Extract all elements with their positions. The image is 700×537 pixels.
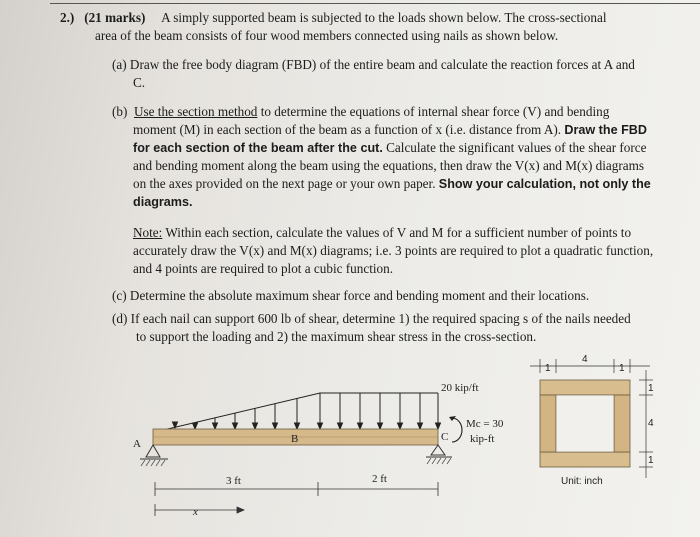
dim-top-left: 1 bbox=[545, 363, 551, 374]
dim-ab-label: 3 ft bbox=[226, 475, 241, 487]
section-hollow bbox=[556, 395, 614, 452]
cross-section-figure bbox=[530, 354, 654, 487]
part-b-line-5-text: on the axes provided on the next page or your own paper. bbox=[133, 176, 439, 191]
part-a-line-1: (a) Draw the free body diagram (FBD) of the entire beam and calculate the reaction forces at A and bbox=[112, 57, 635, 72]
beam-dimension bbox=[155, 482, 438, 496]
part-a-line-2: C. bbox=[133, 75, 146, 90]
bottom-flange bbox=[540, 452, 630, 467]
point-c-label: C bbox=[441, 431, 449, 443]
part-b-line-6: diagrams. bbox=[133, 195, 193, 209]
dim-right-mid: 4 bbox=[648, 418, 654, 429]
problem-intro-2: area of the beam consists of four wood members connected using nails as shown below. bbox=[95, 28, 559, 43]
support-c bbox=[431, 445, 445, 455]
moment-arrow-c bbox=[452, 418, 462, 442]
part-d-line-1: (d) If each nail can support 600 lb of shear, determine 1) the required spacing s of the nails needed bbox=[112, 311, 631, 326]
part-b-line-5-bold: Show your calculation, not only the bbox=[438, 177, 651, 191]
dim-bc-label: 2 ft bbox=[372, 473, 387, 485]
dim-top-right: 1 bbox=[619, 363, 625, 374]
right-web bbox=[614, 395, 630, 452]
part-b-line-4: and bending moment along the beam using the equations, then draw the V(x) and M(x) diagrams bbox=[133, 158, 645, 173]
note-line-3: and 4 points are required to plot a cubic function. bbox=[133, 261, 394, 276]
part-b-line-2-bold: Draw the FBD bbox=[564, 123, 647, 137]
moment-label-2: kip-ft bbox=[470, 433, 495, 445]
load-arrows bbox=[173, 393, 441, 429]
note-line-1-rest: Within each section, calculate the values of V and M for a sufficient number of points to bbox=[162, 225, 632, 240]
top-flange bbox=[540, 380, 630, 395]
problem-marks: (21 marks) bbox=[84, 10, 146, 25]
x-axis-arrow bbox=[155, 504, 244, 516]
problem-number: 2.) bbox=[60, 10, 75, 25]
part-b-line-1-rest: to determine the equations of internal shear force (V) and bending bbox=[257, 104, 610, 119]
part-b-label: (b) bbox=[112, 104, 128, 119]
support-a bbox=[146, 445, 160, 457]
x-label: x bbox=[193, 506, 198, 518]
point-a-label: A bbox=[133, 438, 141, 450]
part-b-line-2-text: moment (M) in each section of the beam as a function of x (i.e. distance from A). bbox=[133, 122, 565, 137]
part-b-line-3-bold: for each section of the beam after the cut. bbox=[133, 141, 383, 155]
moment-label-1: Mc = 30 bbox=[466, 418, 504, 430]
part-b-line-3-rest: Calculate the significant values of the shear force bbox=[382, 140, 647, 155]
note-line-2: accurately draw the V(x) and M(x) diagrams; i.e. 3 points are required to plot a quadratic function, bbox=[133, 243, 654, 258]
load-label: 20 kip/ft bbox=[441, 382, 479, 394]
part-c-line-1: (c) Determine the absolute maximum shear force and bending moment and their locations. bbox=[112, 288, 590, 303]
dim-top-mid: 4 bbox=[582, 354, 588, 365]
section-method-text: Use the section method bbox=[133, 104, 258, 119]
point-b-label: B bbox=[291, 433, 299, 445]
unit-label: Unit: inch bbox=[561, 476, 603, 487]
part-d-line-2: to support the loading and 2) the maximum shear stress in the cross-section. bbox=[136, 329, 537, 344]
dim-right-top: 1 bbox=[648, 383, 654, 394]
beam-figure bbox=[133, 382, 504, 518]
problem-intro-1: A simply supported beam is subjected to the loads shown below. The cross-sectional bbox=[161, 10, 607, 25]
dim-right-bot: 1 bbox=[648, 455, 654, 466]
left-web bbox=[540, 395, 556, 452]
note-label: Note: bbox=[133, 225, 163, 240]
